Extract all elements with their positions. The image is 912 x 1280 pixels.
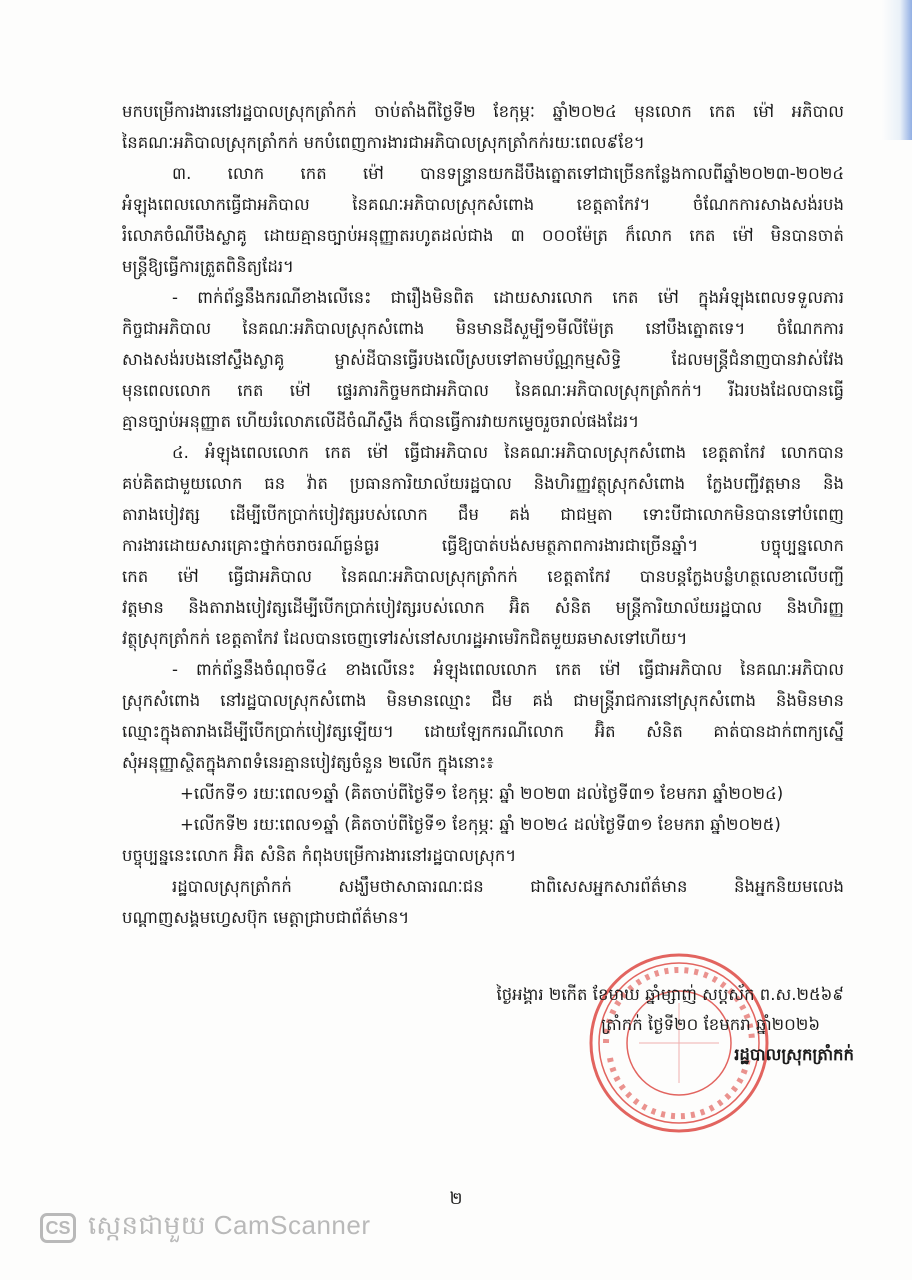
- body-line: កេត ម៉ៅ ធ្វើជាអភិបាល នៃគណៈអភិបាលស្រុកត្រាំកក់ ខេត្តតាកែវ បានបន្តក្លែងបន្លំហត្ថលេខាលើបញ្ជី: [122, 567, 844, 586]
- body-line: ឈ្មោះក្នុងតារាងដើម្បីបើកប្រាក់បៀវត្សឡើយ។ ដោយឡែកករណីលោក អ៊ិត សំនិត គាត់បានដាក់ពាក្យស្នើ: [122, 722, 844, 741]
- body-line: សាងសង់របងនៅស្ទឹងស្លាគូ ម្ចាស់ដីបានធ្វើរបងលើស្របទៅតាមប័ណ្ណកម្មសិទ្ធិ ដែលមន្ត្រីជំនាញបានវាស់វែង: [122, 350, 844, 369]
- body-line: មន្ត្រីឱ្យធ្វើការត្រួតពិនិត្យដែរ។: [122, 257, 294, 276]
- issuing-office: រដ្ឋបាលស្រុកត្រាំកក់: [734, 1045, 854, 1064]
- scan-edge-shadow: [882, 0, 912, 140]
- body-line: ការងារដោយសារគ្រោះថ្នាក់ចរាចរណ៍ធ្ងន់ធ្ងរ ធ្វើឱ្យបាត់បង់សមត្ថភាពការងារជាច្រើនឆ្នាំ។ បច្ចុប្បន្នលោក: [122, 536, 844, 555]
- body-line: គ្មានច្បាប់អនុញ្ញាត ហើយរំលោភលើដីចំណីស្ទឹង ក៏បានធ្វើការវាយកម្ទេចរួចរាល់ផងដែរ។: [122, 412, 640, 431]
- body-line: បច្ចុប្បន្ននេះលោក អ៊ិត សំនិត កំពុងបម្រើការងារនៅរដ្ឋបាលស្រុក។: [122, 846, 517, 865]
- body-line: ៤. អំឡុងពេលលោក កេត ម៉ៅ ធ្វើជាអភិបាល នៃគណៈអភិបាលស្រុកសំពោង ខេត្តតាកែវ លោកបាន: [172, 443, 844, 462]
- body-line: សុំអនុញ្ញាស្ថិតក្នុងភាពទំនេរគ្មានបៀវត្សចំនួន ២លើក ក្នុងនោះ៖: [122, 753, 494, 772]
- body-line: - ពាក់ព័ន្ធនឹងចំណុចទី៤ ខាងលើនេះ អំឡុងពេលលោក កេត ម៉ៅ ធ្វើជាអភិបាល នៃគណៈអភិបាល: [172, 660, 844, 679]
- page-number: ២: [449, 1189, 463, 1209]
- body-line: ៣. លោក កេត ម៉ៅ បានទន្ទ្រានយកដីបឹងត្នោតទៅជាច្រើនកន្លែងកាលពីឆ្នាំ២០២៣-២០២៤: [172, 164, 844, 183]
- body-line: រំលោភចំណីបឹងស្លាគូ ដោយគ្មានច្បាប់អនុញ្ញាតរហូតដល់ជាង ៣ ០០០ម៉ែត្រ ក៏លោក កេត ម៉ៅ មិនបានចាត់: [122, 226, 844, 245]
- solar-date: ត្រាំកក់ ថ្ងៃទី២០ ខែមករា ឆ្នាំ២០២៦: [601, 1015, 820, 1034]
- body-line: +លើកទី១ រយៈពេល១ឆ្នាំ (គិតចាប់ពីថ្ងៃទី១ ខែកុម្ភៈ ឆ្នាំ ២០២៣ ដល់ថ្ងៃទី៣១ ខែមករា ឆ្នាំ២០២៤): [180, 784, 784, 803]
- body-line: - ពាក់ព័ន្ធនឹងករណីខាងលើនេះ ជារឿងមិនពិត ដោយសារលោក កេត ម៉ៅ ក្នុងអំឡុងពេលទទួលភារ: [172, 288, 844, 307]
- body-line: +លើកទី២ រយៈពេល១ឆ្នាំ (គិតចាប់ពីថ្ងៃទី១ ខែកុម្ភៈ ឆ្នាំ ២០២៤ ដល់ថ្ងៃទី៣១ ខែមករា ឆ្នាំ២០២៥): [180, 815, 781, 834]
- watermark-text: ស្កេនជាមួយ CamScanner: [88, 1210, 371, 1240]
- lunar-date: ថ្ងៃអង្គារ ២កើត ខែមាឃ ឆ្នាំម្សាញ់ សប្តស័ក ព.ស.២៥៦៩: [496, 985, 844, 1004]
- body-line: តារាងបៀវត្ស ដើម្បីបើកប្រាក់បៀវត្សរបស់លោក ជឹម គង់ ជាជម្មតា ទោះបីជាលោកមិនបានទៅបំពេញ: [122, 505, 844, 524]
- body-line: នៃគណៈអភិបាលស្រុកត្រាំកក់ មកបំពេញការងារជាអភិបាលស្រុកត្រាំកក់រយៈពេល៩ខែ។: [122, 133, 645, 152]
- body-line: គប់គិតជាមួយលោក ធន វ៉ាត ប្រធានការិយាល័យរដ្ឋបាល និងហិរញ្ញវត្ថុស្រុកសំពោង ក្លែងបញ្ជីវត្តមាន និង: [122, 474, 844, 493]
- camscanner-watermark: [40, 1208, 371, 1248]
- body-line: មុនពេលលោក កេត ម៉ៅ ផ្ទេរភារកិច្ចមកជាអភិបាល នៃគណៈអភិបាលស្រុកត្រាំកក់។ រីឯរបងដែលបានធ្វើ: [122, 381, 844, 400]
- body-line: ស្រុកសំពោង នៅរដ្ឋបាលស្រុកសំពោង មិនមានឈ្មោះ ជឹម គង់ ជាមន្ត្រីរាជការនៅស្រុកសំពោង និងមិនមាន: [122, 691, 844, 710]
- body-line: អំឡុងពេលលោកធ្វើជាអភិបាល នៃគណៈអភិបាលស្រុកសំពោង ខេត្តតាកែវ។ ចំណែកការសាងសង់របង: [122, 195, 844, 214]
- camscanner-logo-icon: CS: [40, 1213, 76, 1243]
- document-body: [122, 96, 844, 933]
- body-line: កិច្ចជាអភិបាល នៃគណៈអភិបាលស្រុកសំពោង មិនមានដីសួម្បី១មីលីម៉ែត្រ នៅបឹងត្នោតទេ។ ចំណែកការ: [122, 319, 844, 338]
- body-line: រដ្ឋបាលស្រុកត្រាំកក់ សង្ឃឹមថាសាធារណៈជន ជាពិសេសអ្នកសារព័ត៌មាន និងអ្នកនិយមលេង: [172, 877, 844, 896]
- body-line: បណ្តាញសង្គមហ្វេសប៊ុក មេត្តាជ្រាបជាព័ត៌មាន។: [122, 908, 410, 927]
- body-line: មកបម្រើការងារនៅរដ្ឋបាលស្រុកត្រាំកក់ ចាប់តាំងពីថ្ងៃទី២ ខែកុម្ភៈ ឆ្នាំ២០២៤ មុនលោក កេត ម៉ៅ អភិបាល: [122, 102, 844, 121]
- body-line: វត្ថុស្រុកត្រាំកក់ ខេត្តតាកែវ ដែលបានចេញទៅរស់នៅសហរដ្ឋអាមេរិកជិតមួយឆមាសទៅហើយ។: [122, 629, 688, 648]
- body-line: វត្តមាន និងតារាងបៀវត្សដើម្បីបើកប្រាក់បៀវត្សរបស់លោក អ៊ិត សំនិត មន្ត្រីការិយាល័យរដ្ឋបាល និងហិរញ្ញ: [122, 598, 844, 617]
